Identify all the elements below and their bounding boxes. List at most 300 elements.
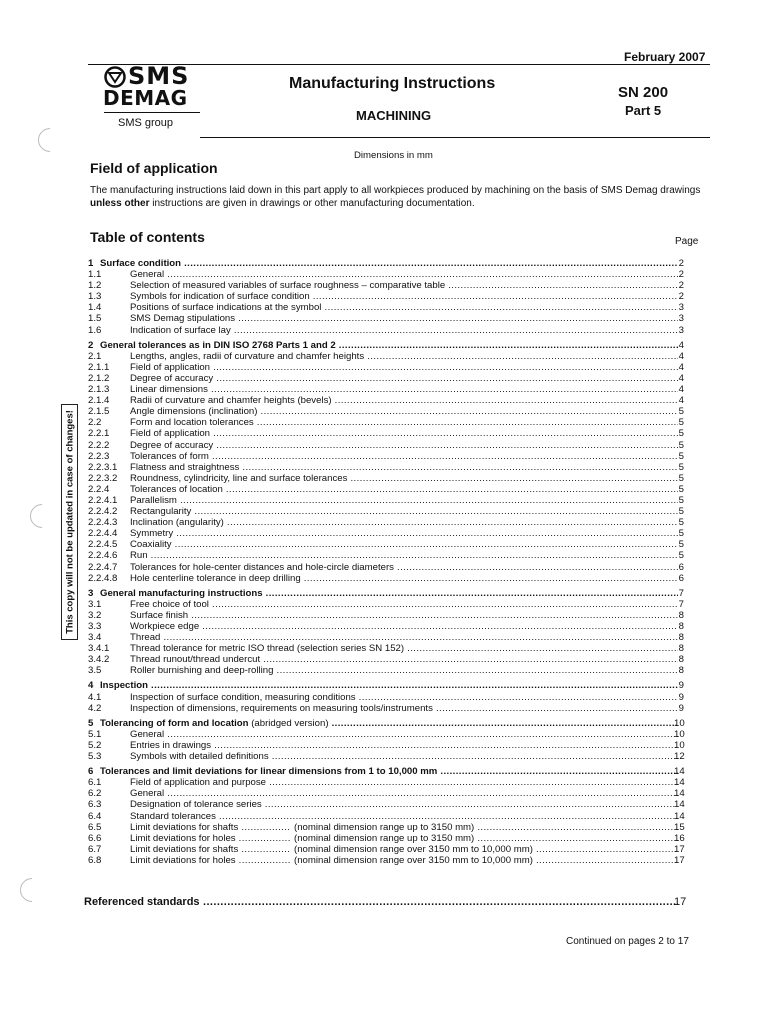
- toc-row-title: [130, 325, 678, 336]
- toc-row[interactable]: [88, 473, 690, 484]
- toc-row-page: 2: [678, 269, 684, 281]
- toc-row-title: [130, 484, 678, 495]
- toc-row-page: 8: [678, 621, 684, 632]
- toc-row[interactable]: [88, 417, 690, 428]
- toc-row[interactable]: [88, 340, 690, 351]
- toc-row-page: 5: [678, 461, 684, 473]
- punch-hole-middle: [25, 499, 59, 533]
- punch-hole-bottom: [15, 873, 49, 907]
- toc-row-title-text: Standard tolerances: [130, 810, 216, 822]
- toc-row-title-text: General: [130, 788, 165, 800]
- toc-row-title-text: Limit deviations for shafts: [130, 821, 239, 833]
- toc-row-page: 8: [678, 609, 684, 621]
- toc-row-title: [130, 751, 678, 762]
- toc-row-title-note: (abridged version): [248, 717, 329, 729]
- toc-row-number: 6.5: [88, 821, 102, 833]
- toc-row-title-text: Entries in drawings: [130, 739, 212, 751]
- toc-row[interactable]: [88, 632, 690, 643]
- toc-row[interactable]: [88, 643, 690, 654]
- toc-row-page: 3: [678, 313, 684, 325]
- toc-row-title-text: Degree of accuracy: [130, 439, 214, 451]
- toc-row-title: [130, 362, 678, 373]
- toc-row-title: [130, 428, 678, 439]
- toc-row[interactable]: [88, 777, 690, 788]
- toc-row-number: 2.2.3.2: [88, 472, 118, 484]
- toc-row-title-text: Form and location tolerances: [130, 417, 254, 429]
- toc-row[interactable]: [88, 495, 690, 506]
- toc-row[interactable]: [88, 550, 690, 561]
- toc-row-title-text: Thread: [130, 632, 161, 644]
- toc-row-page: 8: [678, 643, 684, 655]
- toc-row-page: 8: [678, 654, 684, 666]
- toc-row[interactable]: [88, 822, 690, 833]
- toc-row-page: 5: [678, 483, 684, 495]
- toc-row-title: [100, 680, 678, 691]
- toc-row-page: 2: [678, 280, 684, 292]
- logo-demag: DEMAG: [103, 86, 188, 110]
- toc-row-page: 7: [678, 587, 684, 599]
- field-of-application-heading: Field of application: [90, 160, 218, 176]
- toc-row-title-text: Inspection: [100, 680, 148, 692]
- toc-row-title: [130, 506, 678, 517]
- toc-row-number: 2.2.4.2: [88, 506, 118, 518]
- toc-row-title-text: Limit deviations for shafts: [130, 843, 239, 855]
- toc-row-page: 10: [674, 728, 685, 740]
- toc-row-page: 2: [678, 291, 684, 303]
- toc-row-number: 2.2.4.1: [88, 494, 118, 506]
- toc-row-title: [100, 766, 678, 777]
- toc-row-number: 2.1.1: [88, 361, 110, 373]
- toc-row-title: [130, 729, 678, 740]
- toc-row-title: [130, 562, 678, 573]
- toc-row[interactable]: [88, 462, 690, 473]
- toc-row-number: 3.4.2: [88, 654, 110, 666]
- toc-row[interactable]: [88, 428, 690, 439]
- toc-row-page: 4: [678, 384, 684, 396]
- toc-row-page: 14: [674, 799, 685, 811]
- logo-sms: SMS: [128, 62, 190, 90]
- toc-row-number: 1.5: [88, 313, 102, 325]
- toc-row-title-text: Indication of surface lay: [130, 324, 231, 336]
- toc-row-title: [130, 395, 678, 406]
- toc-row-page: 5: [678, 428, 684, 440]
- toc-row-dimension-range: [294, 833, 678, 844]
- toc-row-title-text: Workpiece edge: [130, 621, 200, 632]
- toc-row-dimension-range: [294, 822, 678, 833]
- toc-row-page: 5: [678, 550, 684, 562]
- toc-row-title: [130, 599, 678, 610]
- toc-row-title: [100, 588, 678, 599]
- toc-row-dimension-range-text: (nominal dimension range over 3150 mm to 10,000 mm): [294, 843, 533, 855]
- toc-row-title-text: Designation of tolerance series: [130, 799, 262, 811]
- toc-row-title-text: Free choice of tool: [130, 598, 209, 610]
- update-warning-box: [61, 404, 78, 640]
- toc-row-title-text: Run: [130, 550, 148, 562]
- logo-group: SMS group: [118, 117, 174, 129]
- toc-row-title-text: SMS Demag stipulations: [130, 313, 236, 325]
- toc-row-page: 4: [678, 350, 684, 362]
- toc-row-title-text: Tolerances and limit deviations for linear dimensions from 1 to 10,000 mm: [100, 766, 438, 778]
- toc-row-title: [130, 573, 678, 584]
- toc-row-title-text: Inspection of surface condition, measuring conditions: [130, 691, 356, 703]
- toc-row-title: [130, 351, 678, 362]
- toc-row-page: 3: [678, 324, 684, 336]
- toc-row-page: 5: [678, 450, 684, 462]
- toc-row-page: 10: [674, 717, 685, 729]
- toc-row-page: 14: [674, 788, 685, 800]
- toc-row-number: 4.1: [88, 691, 102, 703]
- toc-row-title: [130, 777, 678, 788]
- toc-row-title-text: Positions of surface indications at the symbol: [130, 302, 322, 314]
- update-warning-text: This copy will not be updated in case of changes!: [64, 410, 75, 634]
- toc-row-number: 2.2.4.8: [88, 572, 118, 584]
- toc-row-page: 3: [678, 302, 684, 314]
- toc-row[interactable]: [88, 729, 690, 740]
- toc-row-number: 3.4.1: [88, 643, 110, 655]
- toc-row-number: 2: [88, 339, 94, 351]
- toc-row-page: 17: [674, 854, 685, 866]
- header-bottom-rule: [200, 137, 710, 138]
- company-logo: [88, 62, 208, 129]
- toc-row-title-text: Thread runout/thread undercut: [130, 654, 261, 666]
- toc-row-page: 9: [678, 702, 684, 714]
- toc-row[interactable]: [88, 313, 690, 324]
- toc-row[interactable]: [88, 833, 690, 844]
- toc-row-title-text: General manufacturing instructions: [100, 587, 263, 599]
- toc-row-title-text: Limit deviations for holes: [130, 832, 236, 844]
- toc-row-title-text: Field of application and purpose: [130, 777, 267, 789]
- toc-row-page: 6: [678, 561, 684, 573]
- toc-row[interactable]: [88, 855, 690, 866]
- toc-row-title: [130, 621, 678, 632]
- toc-row[interactable]: [88, 799, 690, 810]
- toc-row[interactable]: [88, 406, 690, 417]
- toc-row-title-text: General tolerances as in DIN ISO 2768 Parts 1 and 2: [100, 339, 336, 351]
- toc-row-title-text: Selection of measured variables of surface roughness – comparative table: [130, 280, 446, 292]
- toc-row[interactable]: [88, 291, 690, 302]
- toc-row-title-text: Degree of accuracy: [130, 372, 214, 384]
- toc-row[interactable]: [88, 269, 690, 280]
- toc-row-number: 5.2: [88, 739, 102, 751]
- toc-row[interactable]: [88, 703, 690, 714]
- toc-row-page: 16: [674, 832, 685, 844]
- toc-row-title-text: Linear dimensions: [130, 384, 208, 396]
- toc-row-title-text: Thread tolerance for metric ISO thread (selection series SN 152): [130, 643, 405, 655]
- toc-row-number: 6.6: [88, 832, 102, 844]
- toc-referenced-title: Referenced standards .....: [84, 897, 678, 908]
- toc-row-number: 2.1: [88, 350, 102, 362]
- toc-row-page: 14: [674, 777, 685, 789]
- toc-row-title: [130, 269, 678, 280]
- toc-row-title-text: Symbols with detailed definitions: [130, 751, 269, 763]
- toc-row-title: [130, 833, 290, 844]
- toc-row[interactable]: [88, 302, 690, 313]
- toc-row-number: 1.2: [88, 280, 102, 292]
- toc-row-title: [130, 462, 678, 473]
- toc-row-title: [130, 654, 678, 665]
- toc-row-title: [100, 340, 678, 351]
- toc-row-title: [100, 258, 678, 269]
- toc-row-title: [130, 844, 290, 855]
- toc-row-title-text: Lengths, angles, radii of curvature and chamfer heights: [130, 350, 365, 362]
- toc-row-number: 2.2.3.1: [88, 461, 118, 473]
- toc-row-number: 5.3: [88, 751, 102, 763]
- toc-row-number: 5.1: [88, 728, 102, 740]
- document-number: SN 200: [618, 84, 669, 101]
- document-title: Manufacturing Instructions: [289, 75, 496, 92]
- toc-row[interactable]: [88, 692, 690, 703]
- toc-row-page: 9: [678, 691, 684, 703]
- toc-row-number: 3.1: [88, 598, 102, 610]
- toc-row-title: [130, 495, 678, 506]
- toc-row-page: 10: [674, 739, 685, 751]
- toc-row-page: 4: [678, 361, 684, 373]
- toc-row-page: 5: [678, 528, 684, 540]
- toc-row-number: 1: [88, 258, 94, 269]
- toc-row-title-text: Tolerances of form: [130, 450, 209, 462]
- toc-row-title-text: Coaxiality: [130, 539, 172, 551]
- toc-row-title-text: General: [130, 728, 165, 740]
- toc-row-dimension-range: [294, 855, 678, 866]
- toc-row-title-text: Parallelism: [130, 494, 177, 506]
- toc-row-page: 8: [678, 632, 684, 644]
- toc-row-title: [130, 610, 678, 621]
- toc-row-title: [130, 632, 678, 643]
- toc-row-dimension-range-text: (nominal dimension range over 3150 mm to 10,000 mm): [294, 854, 533, 866]
- toc-row-title: [130, 692, 678, 703]
- continued-note: Continued on pages 2 to 17: [566, 936, 689, 947]
- toc-row-title: [100, 718, 678, 729]
- toc-row-number: 2.2.4.4: [88, 528, 118, 540]
- toc-row[interactable]: [88, 258, 690, 269]
- toc-row-number: 2.2.4.5: [88, 539, 118, 551]
- foa-text-post: instructions are given in drawings or other manufacturing documentation.: [149, 198, 475, 209]
- toc-row-title: [130, 384, 678, 395]
- toc-row-number: 6.7: [88, 843, 102, 855]
- issue-date: February 2007: [624, 50, 706, 64]
- toc-row-title-text: Radii of curvature and chamfer heights (bevels): [130, 395, 332, 407]
- toc-row-page: 5: [678, 406, 684, 418]
- toc-row-page: 14: [674, 810, 685, 822]
- toc-row-number: 6.4: [88, 810, 102, 822]
- toc-row-number: 3.3: [88, 621, 102, 632]
- toc-row-title: [130, 665, 678, 676]
- toc-row[interactable]: [88, 718, 690, 729]
- toc-row-number: 6.1: [88, 777, 102, 789]
- toc-row[interactable]: [88, 788, 690, 799]
- toc-row[interactable]: [88, 654, 690, 665]
- toc-row[interactable]: [88, 766, 690, 777]
- toc-row-number: 5: [88, 717, 94, 729]
- toc-row-page: 12: [674, 751, 685, 763]
- toc-row-number: 2.2.3: [88, 450, 110, 462]
- toc-row-title: [130, 440, 678, 451]
- toc-row-title: [130, 855, 290, 866]
- toc-row-number: 4.2: [88, 702, 102, 714]
- document-part: Part 5: [625, 103, 662, 118]
- toc-row-number: 1.4: [88, 302, 102, 314]
- sms-emblem-icon: [104, 66, 126, 88]
- toc-row-title: [130, 373, 678, 384]
- toc-row[interactable]: [88, 395, 690, 406]
- toc-row-title-text: Rectangularity: [130, 506, 192, 518]
- toc-row[interactable]: [88, 844, 690, 855]
- punch-hole-top: [33, 123, 67, 157]
- toc-row-page: 14: [674, 766, 685, 778]
- toc-row-number: 2.2.1: [88, 428, 110, 440]
- toc-row-title-text: Tolerances of location: [130, 483, 223, 495]
- toc-row-title-text: Tolerancing of form and location: [100, 717, 249, 729]
- toc-row-page: 4: [678, 372, 684, 384]
- toc-referenced-page: 17: [674, 896, 687, 908]
- toc-row-title: [130, 528, 678, 539]
- toc-row-title-text: Field of application: [130, 428, 210, 440]
- toc-row-number: 6: [88, 766, 94, 778]
- toc-row-title-text: Angle dimensions (inclination): [130, 406, 258, 418]
- toc-row-title: [130, 740, 678, 751]
- toc-row-number: 1.3: [88, 291, 102, 303]
- foa-text-pre: The manufacturing instructions laid down in this part apply to all workpieces produced by machining on the basis of SMS Demag drawings: [90, 185, 701, 196]
- toc-row-number: 1.1: [88, 269, 102, 281]
- toc-row-title: [130, 799, 678, 810]
- toc-row-title: [130, 550, 678, 561]
- toc-row-title: [130, 451, 678, 462]
- toc-row-number: 6.2: [88, 788, 102, 800]
- toc-row-page: 2: [678, 258, 684, 269]
- toc-row[interactable]: [88, 373, 690, 384]
- foa-text-bold: unless other: [90, 198, 150, 209]
- toc-row-number: 2.2.2: [88, 439, 110, 451]
- toc-row[interactable]: [88, 665, 690, 676]
- toc-row[interactable]: [88, 811, 690, 822]
- toc-row-page: 4: [678, 339, 684, 351]
- toc-row-number: 2.1.5: [88, 406, 110, 418]
- toc-row-title: [130, 302, 678, 313]
- toc-row[interactable]: [88, 280, 690, 291]
- toc-row-title: [130, 280, 678, 291]
- toc-row-number: 2.2.4.3: [88, 517, 118, 529]
- toc-row-title: [130, 539, 678, 550]
- toc-row-page: 8: [678, 665, 684, 677]
- toc-row-page: 17: [674, 843, 685, 855]
- toc-row-title-text: General: [130, 269, 165, 281]
- toc-row-title: [130, 291, 678, 302]
- toc-row[interactable]: [88, 539, 690, 550]
- field-of-application-text: [90, 184, 710, 210]
- toc-row-title: [130, 822, 290, 833]
- toc-row[interactable]: [88, 610, 690, 621]
- toc-row-title-text: Symbols for indication of surface condition: [130, 291, 310, 303]
- toc-row-number: 2.1.3: [88, 384, 110, 396]
- toc-row-title: [130, 703, 678, 714]
- toc-row-number: 2.2.4.6: [88, 550, 118, 562]
- toc-row[interactable]: [88, 680, 690, 691]
- toc-row[interactable]: [88, 599, 690, 610]
- toc-row[interactable]: [88, 384, 690, 395]
- toc-row-page: 5: [678, 417, 684, 429]
- toc-row[interactable]: [88, 517, 690, 528]
- toc-row-page: 4: [678, 395, 684, 407]
- toc-row-title-text: Symmetry: [130, 528, 174, 540]
- toc-row-number: 2.2.4.7: [88, 561, 118, 573]
- toc-row[interactable]: [88, 351, 690, 362]
- toc-row-title-text: Surface finish: [130, 609, 189, 621]
- toc-row-title-text: Roller burnishing and deep-rolling: [130, 665, 274, 677]
- toc-row-number: 2.1.4: [88, 395, 110, 407]
- toc-row-page: 5: [678, 439, 684, 451]
- toc-row-title-text: Tolerances for hole-center distances and hole-circle diameters: [130, 561, 394, 573]
- toc-row-dimension-range-text: (nominal dimension range up to 3150 mm): [294, 821, 475, 833]
- document-subtitle: MACHINING: [356, 108, 432, 123]
- toc-row[interactable]: [88, 562, 690, 573]
- toc-row-title-text: Inspection of dimensions, requirements on measuring tools/instruments: [130, 702, 433, 714]
- toc-row[interactable]: [88, 751, 690, 762]
- toc-row-title-text: Surface condition: [100, 258, 182, 269]
- toc-row[interactable]: [88, 740, 690, 751]
- toc-row-number: 2.2.4: [88, 483, 110, 495]
- toc-row[interactable]: [88, 325, 690, 336]
- toc-row-number: 6.3: [88, 799, 102, 811]
- toc-row-number: 3: [88, 587, 94, 599]
- toc-row[interactable]: [88, 588, 690, 599]
- toc-row-referenced-standards[interactable]: [84, 897, 690, 908]
- toc-row-dimension-range: [294, 844, 678, 855]
- toc-row-page: 5: [678, 494, 684, 506]
- toc-row-page: 15: [674, 821, 685, 833]
- toc-row-title: [130, 517, 678, 528]
- toc-row[interactable]: [88, 528, 690, 539]
- toc-row-title: [130, 473, 678, 484]
- toc-row-page: 5: [678, 472, 684, 484]
- toc-row-title: [130, 313, 678, 324]
- toc-row-title-text: Limit deviations for holes: [130, 854, 236, 866]
- toc-row-title-text: Hole centerline tolerance in deep drilling: [130, 572, 301, 584]
- toc-row-page: 5: [678, 506, 684, 518]
- toc-row[interactable]: [88, 362, 690, 373]
- toc-row[interactable]: [88, 573, 690, 584]
- toc-row-page: 5: [678, 517, 684, 529]
- toc-row[interactable]: [88, 506, 690, 517]
- toc-row-title: [130, 406, 678, 417]
- toc-page-label: Page: [675, 236, 699, 247]
- toc-row-number: 3.2: [88, 609, 102, 621]
- toc-heading: Table of contents: [90, 229, 205, 245]
- toc-row-page: 5: [678, 539, 684, 551]
- toc-row-number: 2.2: [88, 417, 102, 429]
- toc-row[interactable]: [88, 621, 690, 632]
- toc-row-title: [130, 811, 678, 822]
- toc-row-number: 3.5: [88, 665, 102, 677]
- toc-row-number: 6.8: [88, 854, 102, 866]
- toc-row[interactable]: [88, 484, 690, 495]
- toc-row-page: 9: [678, 680, 684, 692]
- toc-row-number: 2.1.2: [88, 372, 110, 384]
- toc-row[interactable]: [88, 440, 690, 451]
- toc-row-title: [130, 643, 678, 654]
- logo-divider: [104, 112, 200, 113]
- toc-row-title-text: Roundness, cylindricity, line and surface tolerances: [130, 472, 348, 484]
- dimensions-note: Dimensions in mm: [354, 150, 433, 161]
- toc-row-page: 7: [678, 598, 684, 610]
- toc-row-number: 4: [88, 680, 94, 692]
- toc-row-number: 1.6: [88, 324, 102, 336]
- toc-row-page: 6: [678, 572, 684, 584]
- toc-row-title: [130, 417, 678, 428]
- toc-row-title-text: Field of application: [130, 361, 210, 373]
- toc-row-number: 3.4: [88, 632, 102, 644]
- toc-row[interactable]: [88, 451, 690, 462]
- toc-row-title-text: Flatness and straightness: [130, 461, 240, 473]
